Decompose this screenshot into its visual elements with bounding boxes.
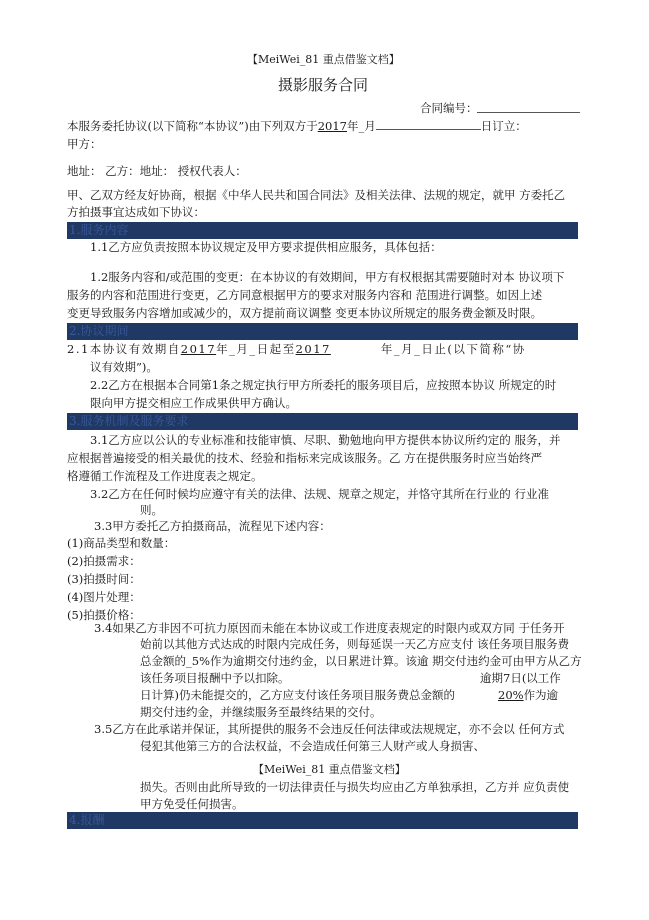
clause-3-4-line-5: 日计算)仍未能提交的，乙方应支付该任务项目服务费总金额的 xyxy=(140,688,455,702)
contract-no-label: 合同编号： xyxy=(420,101,478,115)
address-line: 地址： 乙方：地址： 授权代表人： xyxy=(67,164,247,178)
clause-2-1-line-2: 议有效期”)。 xyxy=(90,360,158,374)
clause-2-1-line-1: 2.1本协议有效期自2017年_月_日起至2017 年_月_日止(以下简称“协 xyxy=(67,342,526,356)
clause-3-4-line-2: 始前以其他方式达成的时限内完成任务，则每延误一天乙方应支付 该任务项目服务费 xyxy=(140,637,570,651)
tail-line-1: 损失。否则由此所导致的一切法律责任与损失均应由乙方单独承担，乙方并 应负责使 xyxy=(140,780,570,794)
tail-line-2: 甲方免受任何损害。 xyxy=(140,797,244,811)
clause-1-2-line-3: 变更导致服务内容增加或减少的，双方提前商议调整 变更本协议所规定的服务费金额及时限。 xyxy=(67,306,543,320)
list-item: (2)拍摄需求： xyxy=(67,554,141,568)
section-header-4: 4.报酬 xyxy=(67,812,578,829)
clause-2-2-line-1: 2.2乙方在根据本合同第1条之规定执行甲方所委托的服务项目后，应按照本协议 所规定的时 xyxy=(90,378,557,392)
clause-3-4-line-3: 总金额的_5%作为逾期交付违约金，以日累进计算。该逾 期交付违约金可由甲方从乙方 xyxy=(140,654,582,668)
clause-3-3: 3.3甲方委托乙方拍摄商品，流程见下述内容： xyxy=(94,519,331,533)
list-item: (3)拍摄时间： xyxy=(67,572,141,586)
clause-1-2-line-2: 服务的内容和范围进行变更，乙方同意根据甲方的要求对服务内容和 范围进行调整。如因上述 xyxy=(67,288,543,302)
preamble-line-2: 方拍摄事宜达成如下协议： xyxy=(67,205,205,219)
clause-3-4-line-4b: 逾期7日(以工作 xyxy=(480,671,561,685)
contract-no-blank xyxy=(477,112,580,113)
clause-3-1-line-1: 3.1乙方应以公认的专业标准和技能审慎、尽职、勤勉地向甲方提供本协议所约定的 服务，并 xyxy=(90,433,561,447)
section-header-1: 1.服务内容 xyxy=(67,222,578,239)
section-header-3: 3.服务机制及服务要求 xyxy=(67,413,578,430)
page-title: 摄影服务合同 xyxy=(278,76,369,94)
clause-3-5-line-2: 侵犯其他第三方的合法权益，不会造成任何第三人财产或人身损害、 xyxy=(140,739,485,753)
intro-line: 本服务委托协议(以下简称“本协议”)由下列双方于2017年_月 日订立： xyxy=(67,119,527,133)
clause-1-1: 1.1乙方应负责按照本协议规定及甲方要求提供相应服务，具体包括： xyxy=(90,240,442,254)
list-item: (5)拍摄价格： xyxy=(67,608,141,622)
clause-1-2-line-1: 1.2服务内容和/或范围的变更：在本协议的有效期间，甲方有权根据其需要随时对本 协议项下 xyxy=(90,270,565,284)
section-header-2: 2.协议期间 xyxy=(67,323,578,340)
clause-3-4-line-6: 期交付违约金，并继续服务至最终结果的交付。 xyxy=(140,705,382,719)
watermark-top: 【MeiWei_81 重点借鉴文档】 xyxy=(247,53,400,66)
clause-2-2-line-2: 限向甲方提交相应工作成果供甲方确认。 xyxy=(90,396,297,410)
clause-3-5-line-1: 3.5乙方在此承诺并保证，其所提供的服务不会违反任何法律或法规规定，亦不会以 任何方式 xyxy=(94,722,565,736)
clause-3-2-line-1: 3.2乙方在任何时候均应遵守有关的法律、法规、规章之规定，并恪守其所在行业的 行业准 xyxy=(90,487,549,501)
preamble-line-1: 甲、乙双方经友好协商，根据《中华人民共和国合同法》及相关法律、法规的规定，就甲 方委托乙 xyxy=(67,188,566,202)
clause-3-4-percent: 20%作为逾 xyxy=(498,688,559,702)
watermark-bottom: 【MeiWei_81 重点借鉴文档】 xyxy=(253,763,406,776)
clause-3-2-line-2: 则。 xyxy=(140,503,163,517)
clause-3-1-line-3: 格遵循工作流程及工作进度表之规定。 xyxy=(67,469,263,483)
clause-3-1-line-2: 应根据普遍接受的相关最优的技术、经验和指标来完成该服务。乙 方在提供服务时应当始终严 xyxy=(67,451,543,465)
clause-3-4-line-4: 该任务项目报酬中予以扣除。 xyxy=(140,671,290,685)
list-item: (4)图片处理： xyxy=(67,590,141,604)
list-item: (1)商品类型和数量： xyxy=(67,536,176,550)
party-a: 甲方： xyxy=(67,137,102,151)
clause-3-4-line-1: 3.4如果乙方非因不可抗力原因而未能在本协议或工作进度表规定的时限内或双方同 于任务开 xyxy=(94,621,565,635)
